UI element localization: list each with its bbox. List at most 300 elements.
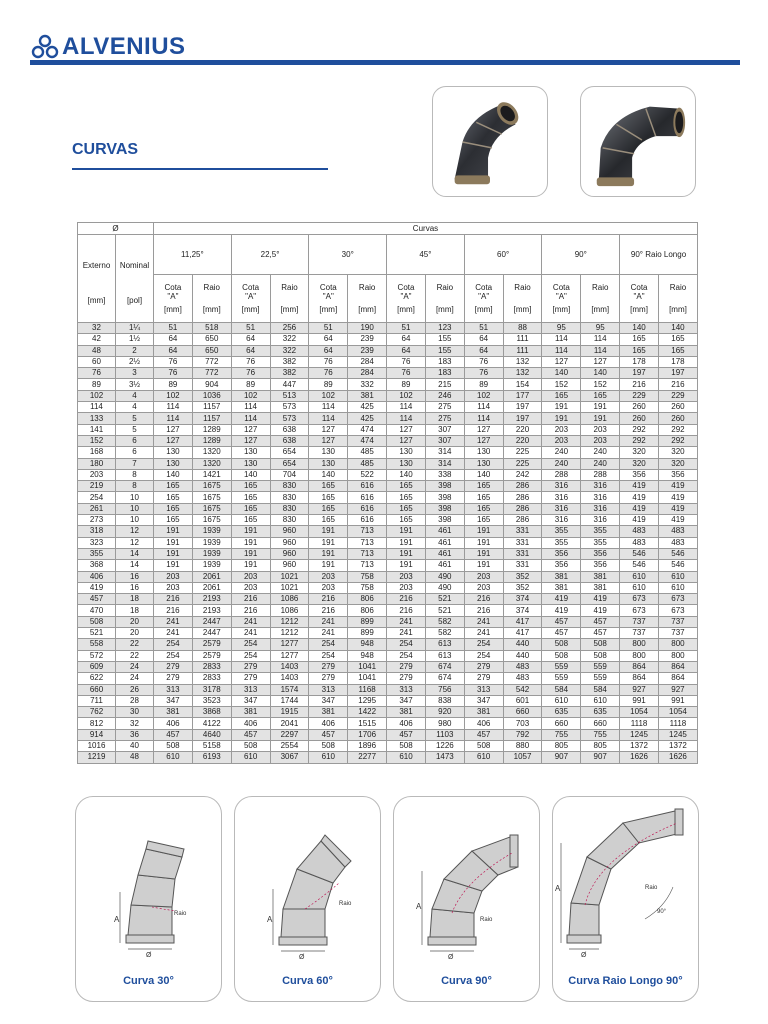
table-cell: 381 <box>154 707 193 718</box>
raio-sub-header <box>270 275 309 323</box>
table-cell: 483 <box>503 673 542 684</box>
table-cell: 737 <box>620 628 659 639</box>
table-cell: 216 <box>387 605 426 616</box>
cota-sub-header <box>387 275 426 323</box>
table-cell: 203 <box>581 424 620 435</box>
table-cell: 355 <box>542 537 581 548</box>
table-cell: 279 <box>309 661 348 672</box>
table-cell: 582 <box>425 628 464 639</box>
table-cell: 457 <box>231 729 270 740</box>
table-cell: 1157 <box>192 402 231 413</box>
table-cell: 521 <box>425 594 464 605</box>
table-cell: 673 <box>620 605 659 616</box>
table-cell: 713 <box>348 560 387 571</box>
table-cell: 288 <box>542 469 581 480</box>
table-cell: 254 <box>309 650 348 661</box>
table-cell: 197 <box>503 413 542 424</box>
table-cell: 203 <box>542 424 581 435</box>
curva-30-diagram <box>76 797 221 972</box>
table-cell: 457 <box>542 628 581 639</box>
table-cell: 2061 <box>192 571 231 582</box>
table-cell: 417 <box>503 616 542 627</box>
table-cell: 3 <box>116 368 154 379</box>
table-cell: 440 <box>503 639 542 650</box>
table-cell: 355 <box>78 548 116 559</box>
table-cell: 42 <box>78 334 116 345</box>
curva-raio-longo-90-diagram <box>553 797 698 972</box>
cota-sub-header-line: Cota <box>164 283 182 292</box>
table-cell: 419 <box>581 605 620 616</box>
diagram-caption: Curva 30° <box>123 975 174 987</box>
externo-label: Externo <box>82 261 111 270</box>
table-cell: 406 <box>309 718 348 729</box>
table-cell: 254 <box>309 639 348 650</box>
table-row <box>78 390 698 401</box>
table-cell: 4 <box>116 402 154 413</box>
table-cell: 140 <box>658 323 697 334</box>
table-cell: 76 <box>231 356 270 367</box>
table-cell: 64 <box>309 334 348 345</box>
table-cell: 419 <box>542 594 581 605</box>
table-cell: 838 <box>425 695 464 706</box>
table-cell: 216 <box>231 605 270 616</box>
table-cell: 51 <box>309 323 348 334</box>
table-row <box>78 684 698 695</box>
table-cell: 948 <box>348 639 387 650</box>
table-cell: 3067 <box>270 752 309 763</box>
table-cell: 508 <box>309 740 348 751</box>
table-cell: 127 <box>387 424 426 435</box>
table-cell: 1157 <box>192 413 231 424</box>
table-cell: 64 <box>387 345 426 356</box>
cota-sub-header-line: "A" <box>478 292 490 301</box>
table-cell: 558 <box>78 639 116 650</box>
curves-group-header: Curvas <box>154 223 698 235</box>
table-cell: 1939 <box>192 537 231 548</box>
raio-sub-header <box>192 275 231 323</box>
table-cell: 316 <box>542 492 581 503</box>
table-cell: 864 <box>620 673 659 684</box>
table-cell: 191 <box>309 526 348 537</box>
table-cell: 191 <box>154 526 193 537</box>
table-cell: 398 <box>425 492 464 503</box>
table-cell: 1295 <box>348 695 387 706</box>
table-cell: 165 <box>658 345 697 356</box>
table-cell: 6 <box>116 435 154 446</box>
table-cell: 650 <box>192 345 231 356</box>
table-cell: 425 <box>348 402 387 413</box>
table-cell: 239 <box>348 345 387 356</box>
table-cell: 197 <box>503 402 542 413</box>
table-cell: 177 <box>503 390 542 401</box>
table-body <box>78 323 698 764</box>
diagram-diameter-label: Ø <box>146 952 152 959</box>
table-cell: 483 <box>503 661 542 672</box>
table-cell: 313 <box>231 684 270 695</box>
table-cell: 907 <box>581 752 620 763</box>
table-cell: 140 <box>620 323 659 334</box>
title-underline <box>72 168 328 170</box>
table-cell: 203 <box>309 582 348 593</box>
table-cell: 130 <box>387 447 426 458</box>
raio-sub-header <box>348 275 387 323</box>
table-cell: 419 <box>620 503 659 514</box>
table-cell: 368 <box>78 560 116 571</box>
table-cell: 1289 <box>192 435 231 446</box>
table-cell: 440 <box>503 650 542 661</box>
table-cell: 1212 <box>270 628 309 639</box>
table-row <box>78 323 698 334</box>
table-cell: 960 <box>270 537 309 548</box>
table-cell: 927 <box>658 684 697 695</box>
cota-sub-header-line: Cota <box>319 283 337 292</box>
table-cell: 485 <box>348 458 387 469</box>
table-cell: 241 <box>231 616 270 627</box>
curves-spec-table <box>77 222 698 764</box>
table-cell: 1103 <box>425 729 464 740</box>
table-cell: 242 <box>503 469 542 480</box>
table-cell: 316 <box>542 503 581 514</box>
table-cell: 130 <box>387 458 426 469</box>
nominal-label: Nominal <box>119 261 150 270</box>
table-cell: 864 <box>658 661 697 672</box>
table-cell: 356 <box>542 560 581 571</box>
table-cell: 284 <box>348 356 387 367</box>
table-cell: 191 <box>154 537 193 548</box>
table-cell: 542 <box>503 684 542 695</box>
table-cell: 382 <box>270 356 309 367</box>
diagram-raio-label: Raio <box>645 885 658 891</box>
table-cell: 216 <box>464 605 503 616</box>
table-cell: 755 <box>581 729 620 740</box>
table-cell: 610 <box>542 695 581 706</box>
table-cell: 165 <box>231 515 270 526</box>
table-cell: 165 <box>464 492 503 503</box>
table-cell: 203 <box>154 582 193 593</box>
table-cell: 48 <box>78 345 116 356</box>
table-cell: 313 <box>464 684 503 695</box>
table-cell: 508 <box>581 639 620 650</box>
table-group-header-row <box>78 223 698 235</box>
table-cell: 275 <box>425 413 464 424</box>
table-cell: 89 <box>464 379 503 390</box>
table-cell: 127 <box>464 435 503 446</box>
diagram-card-curva-90 <box>393 796 540 1002</box>
table-cell: 123 <box>425 323 464 334</box>
raio-sub-header-line: [mm] <box>202 305 221 314</box>
table-cell: 419 <box>620 492 659 503</box>
table-cell: 254 <box>78 492 116 503</box>
nominal-header <box>116 235 154 323</box>
table-cell: 256 <box>270 323 309 334</box>
table-cell: 381 <box>348 390 387 401</box>
table-cell: 546 <box>620 548 659 559</box>
table-cell: 240 <box>581 447 620 458</box>
table-cell: 601 <box>503 695 542 706</box>
table-cell: 165 <box>309 515 348 526</box>
table-cell: 180 <box>78 458 116 469</box>
table-cell: 483 <box>658 537 697 548</box>
cota-sub-header-line: [mm] <box>630 305 648 314</box>
table-cell: 307 <box>425 424 464 435</box>
table-row <box>78 379 698 390</box>
table-cell: 419 <box>658 503 697 514</box>
table-cell: 10 <box>116 503 154 514</box>
diagram-caption: Curva 60° <box>282 975 333 987</box>
table-cell: 320 <box>620 458 659 469</box>
table-cell: 22 <box>116 650 154 661</box>
table-cell: 203 <box>464 571 503 582</box>
table-cell: 518 <box>192 323 231 334</box>
table-cell: 713 <box>348 526 387 537</box>
table-cell: 490 <box>425 582 464 593</box>
table-cell: 48 <box>116 752 154 763</box>
table-cell: 2041 <box>270 718 309 729</box>
table-cell: 114 <box>464 402 503 413</box>
cota-sub-header-line: [mm] <box>552 305 571 314</box>
table-cell: 772 <box>192 368 231 379</box>
table-cell: 419 <box>658 481 697 492</box>
table-cell: 241 <box>464 616 503 627</box>
table-cell: 241 <box>154 628 193 639</box>
table-row <box>78 594 698 605</box>
table-cell: 960 <box>270 526 309 537</box>
table-cell: 51 <box>231 323 270 334</box>
table-cell: 610 <box>620 582 659 593</box>
table-cell: 165 <box>464 515 503 526</box>
table-cell: 64 <box>387 334 426 345</box>
table-cell: 64 <box>309 345 348 356</box>
table-row <box>78 571 698 582</box>
table-cell: 610 <box>658 571 697 582</box>
table-cell: 191 <box>464 560 503 571</box>
table-cell: 830 <box>270 515 309 526</box>
cota-sub-header-line: [mm] <box>397 305 415 314</box>
table-cell: 1939 <box>192 526 231 537</box>
table-cell: 920 <box>425 707 464 718</box>
table-cell: 331 <box>503 548 542 559</box>
table-cell: 2833 <box>192 661 231 672</box>
table-cell: 352 <box>503 571 542 582</box>
table-cell: 12 <box>116 526 154 537</box>
table-cell: 5 <box>116 424 154 435</box>
table-cell: 660 <box>78 684 116 695</box>
table-cell: 114 <box>581 345 620 356</box>
table-cell: 130 <box>231 447 270 458</box>
table-cell: 347 <box>387 695 426 706</box>
table-cell: 573 <box>270 402 309 413</box>
table-cell: 457 <box>78 594 116 605</box>
table-cell: 622 <box>78 673 116 684</box>
table-cell: 89 <box>387 379 426 390</box>
table-row <box>78 356 698 367</box>
table-cell: 215 <box>425 379 464 390</box>
table-cell: 114 <box>581 334 620 345</box>
table-cell: 203 <box>542 435 581 446</box>
table-cell: 127 <box>154 424 193 435</box>
table-cell: 24 <box>116 661 154 672</box>
table-cell: 1036 <box>192 390 231 401</box>
table-cell: 485 <box>348 447 387 458</box>
table-cell: 241 <box>309 628 348 639</box>
table-cell: 102 <box>231 390 270 401</box>
cota-sub-header-line: [mm] <box>474 305 493 314</box>
table-cell: 490 <box>425 571 464 582</box>
table-cell: 292 <box>658 424 697 435</box>
table-cell: 419 <box>581 594 620 605</box>
table-cell: 609 <box>78 661 116 672</box>
table-cell: 513 <box>270 390 309 401</box>
table-cell: 24 <box>116 673 154 684</box>
brand-name: ALVENIUS <box>62 33 186 60</box>
raio-sub-header-line: Raio <box>358 283 376 292</box>
table-cell: 3½ <box>116 379 154 390</box>
table-cell: 355 <box>581 526 620 537</box>
table-cell: 191 <box>542 413 581 424</box>
table-cell: 165 <box>231 492 270 503</box>
table-cell: 461 <box>425 560 464 571</box>
table-row <box>78 368 698 379</box>
table-cell: 307 <box>425 435 464 446</box>
table-cell: 638 <box>270 424 309 435</box>
table-cell: 165 <box>542 390 581 401</box>
table-cell: 165 <box>620 334 659 345</box>
diagram-a-label: A <box>267 915 273 924</box>
table-cell: 461 <box>425 548 464 559</box>
table-cell: 14 <box>116 548 154 559</box>
table-cell: 2554 <box>270 740 309 751</box>
elbow-45-photo <box>432 86 548 197</box>
table-cell: 286 <box>503 503 542 514</box>
curva-90-diagram <box>394 797 539 972</box>
table-cell: 1057 <box>503 752 542 763</box>
table-cell: 508 <box>464 740 503 751</box>
table-cell: 165 <box>387 515 426 526</box>
table-cell: 584 <box>542 684 581 695</box>
table-cell: 1041 <box>348 661 387 672</box>
table-cell: 191 <box>231 526 270 537</box>
table-cell: 279 <box>309 673 348 684</box>
table-cell: 927 <box>620 684 659 695</box>
table-cell: 1219 <box>78 752 116 763</box>
table-cell: 806 <box>348 594 387 605</box>
table-cell: 216 <box>154 594 193 605</box>
table-cell: 381 <box>542 582 581 593</box>
table-cell: 6 <box>116 447 154 458</box>
table-cell: 322 <box>270 345 309 356</box>
table-cell: 650 <box>192 334 231 345</box>
table-cell: 1086 <box>270 594 309 605</box>
table-cell: 323 <box>78 537 116 548</box>
table-cell: 292 <box>658 435 697 446</box>
table-cell: 4 <box>116 390 154 401</box>
raio-sub-header-line: [mm] <box>358 305 377 314</box>
table-cell: 864 <box>620 661 659 672</box>
table-row <box>78 752 698 763</box>
table-cell: 2447 <box>192 616 231 627</box>
diagram-raio-label: Raio <box>480 917 493 923</box>
table-cell: 140 <box>581 368 620 379</box>
table-cell: 165 <box>581 390 620 401</box>
table-cell: 152 <box>542 379 581 390</box>
raio-sub-header <box>503 275 542 323</box>
table-cell: 1939 <box>192 548 231 559</box>
table-cell: 241 <box>309 616 348 627</box>
table-cell: 203 <box>387 571 426 582</box>
table-cell: 907 <box>542 752 581 763</box>
table-cell: 610 <box>309 752 348 763</box>
table-cell: 374 <box>503 594 542 605</box>
table-cell: 76 <box>78 368 116 379</box>
table-cell: 165 <box>309 492 348 503</box>
table-cell: 76 <box>154 368 193 379</box>
table-cell: 737 <box>658 616 697 627</box>
table-cell: 1212 <box>270 616 309 627</box>
table-cell: 331 <box>503 526 542 537</box>
table-cell: 419 <box>78 582 116 593</box>
table-cell: 64 <box>154 334 193 345</box>
table-cell: 800 <box>620 639 659 650</box>
table-row <box>78 537 698 548</box>
table-cell: 18 <box>116 594 154 605</box>
table-row <box>78 695 698 706</box>
table-cell: 1054 <box>658 707 697 718</box>
table-cell: 191 <box>231 548 270 559</box>
table-cell: 660 <box>542 718 581 729</box>
table-cell: 610 <box>581 695 620 706</box>
table-cell: 102 <box>78 390 116 401</box>
table-cell: 331 <box>503 537 542 548</box>
table-cell: 254 <box>387 639 426 650</box>
table-cell: 457 <box>581 616 620 627</box>
table-cell: 508 <box>542 639 581 650</box>
table-cell: 183 <box>425 368 464 379</box>
table-cell: 155 <box>425 334 464 345</box>
table-cell: 610 <box>658 582 697 593</box>
table-cell: 7 <box>116 458 154 469</box>
table-cell: 419 <box>658 492 697 503</box>
table-cell: 76 <box>231 368 270 379</box>
table-cell: 1372 <box>658 740 697 751</box>
table-cell: 638 <box>270 435 309 446</box>
table-cell: 191 <box>309 560 348 571</box>
angle-header: 30° <box>309 235 387 275</box>
table-row <box>78 413 698 424</box>
cota-sub-header-line: Cota <box>552 283 570 292</box>
table-cell: 1016 <box>78 740 116 751</box>
table-cell: 654 <box>270 458 309 469</box>
cota-sub-header-line: "A" <box>322 292 334 301</box>
table-cell: 76 <box>464 368 503 379</box>
table-cell: 806 <box>348 605 387 616</box>
table-row <box>78 729 698 740</box>
table-row <box>78 458 698 469</box>
cota-sub-header <box>542 275 581 323</box>
table-cell: 76 <box>154 356 193 367</box>
nominal-unit: [pol] <box>126 296 143 305</box>
table-cell: 241 <box>464 628 503 639</box>
table-cell: 22 <box>116 639 154 650</box>
table-cell: 260 <box>620 413 659 424</box>
table-row <box>78 345 698 356</box>
table-cell: 95 <box>581 323 620 334</box>
table-cell: 155 <box>425 345 464 356</box>
table-cell: 165 <box>231 503 270 514</box>
table-cell: 521 <box>78 628 116 639</box>
table-cell: 127 <box>309 435 348 446</box>
table-cell: 165 <box>620 345 659 356</box>
raio-sub-header-line: [mm] <box>591 305 610 314</box>
